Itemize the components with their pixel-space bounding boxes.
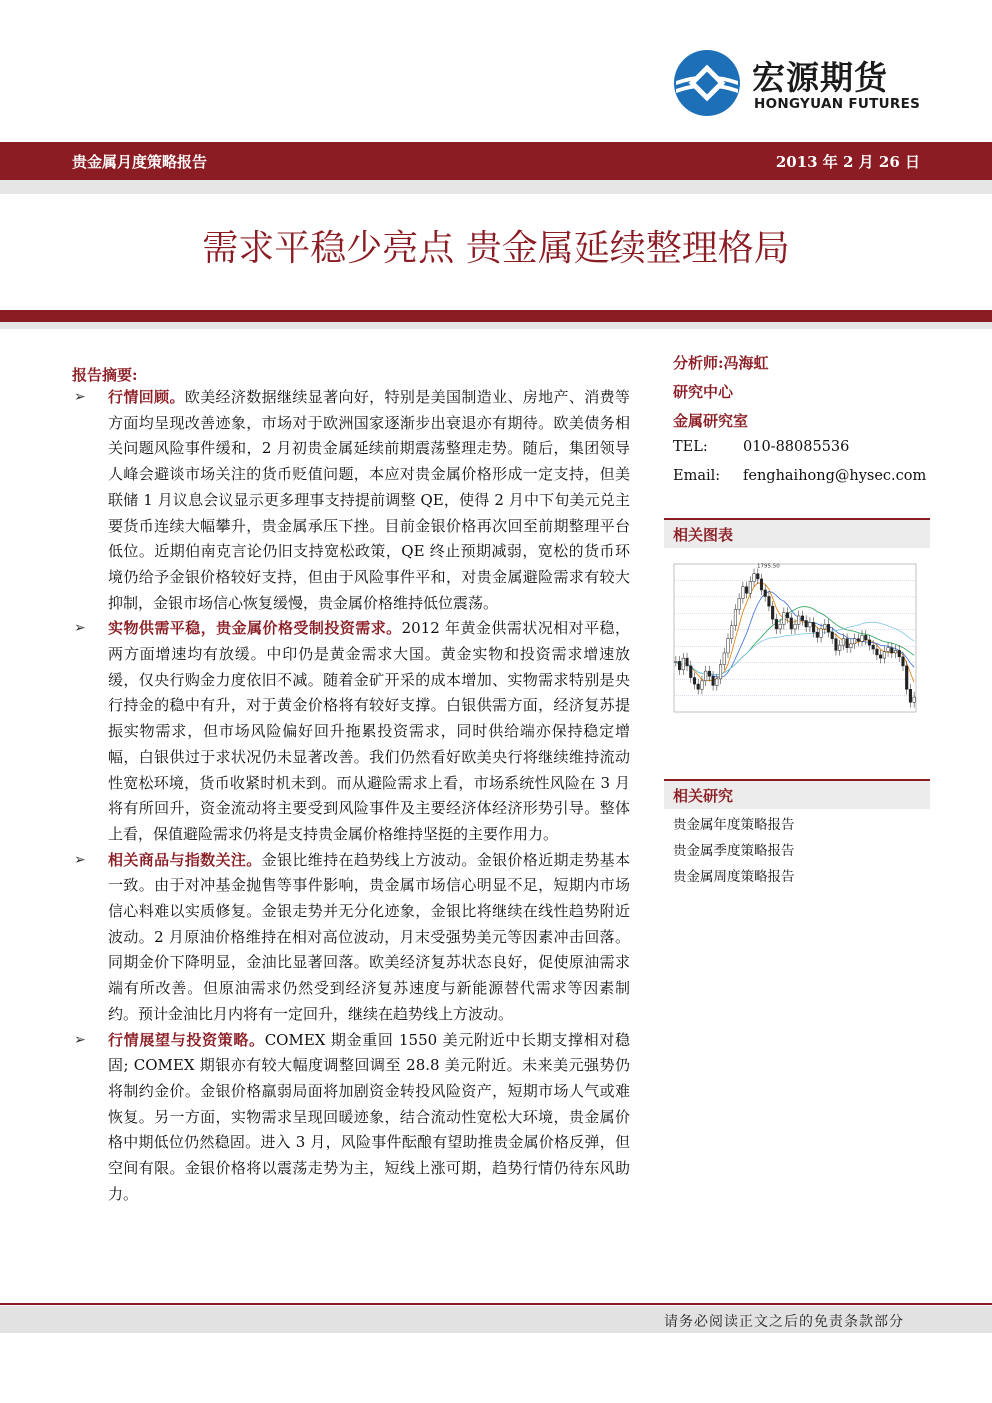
summary-heading: 报告摘要: [72, 366, 138, 384]
summary-item-text: 欧美经济数据继续显著向好，特别是美国制造业、房地产、消费等方面均呈现改善迹象，市场对于欧洲国家逐渐步出衰退亦有期待。欧美债务相关问题风险事件缓和，2 月初贵金属延续前期震荡整理走势。随后，集团领导人峰会避谈市场关注的货币贬值问题，本应对贵金属价格形成一定支持，但美联储 1 月议息会议显示更多理事支持提前调整 QE，使得 2 月中下旬美元兑主要货币连续大幅攀升，贵金属承压下挫。目前金银价格再次回至前期整理平台低位。近期伯南克言论仍旧支持宽松政策，QE 终止预期减弱，宽松的货币环境仍给予金银价格较好支持，但由于风险事件平和，对贵金属避险需求有较大抑制，金银市场信心恢复缓慢，贵金属价格维持低位震荡。 [108, 388, 630, 612]
candle-body [891, 648, 894, 653]
summary-item-text: COMEX 期金重回 1550 美元附近中长期支撑相对稳固; COMEX 期银亦有较大幅度调整回调至 28.8 美元附近。未来美元强势仍将制约金价。金银价格羸弱局面将加剧资金转投风险资产，短期市场人气或难恢复。另一方面，实物需求呈现回暖迹象，结合流动性宽松大环境，贵金属价格中期低位仍然稳固。进入 3 月，风险事件酝酿有望助推贵金属价格反弹，但空间有限。金银价格将以震荡走势为主，短线上涨可期，趋势行情仍待东风助力。 [108, 1030, 630, 1203]
candle-body [779, 624, 782, 629]
candle-body [786, 613, 789, 618]
candle-body [708, 671, 711, 676]
candle-body [905, 666, 908, 689]
report-type: 贵金属月度策略报告 [72, 153, 208, 171]
summary-item [72, 616, 630, 847]
title-divider [0, 310, 992, 322]
candle-body [909, 689, 912, 702]
summary-item-text: 2012 年黄金供需状况相对平稳，两方面增速均有放缓。中印仍是黄金需求大国。黄金实物和投资需求增速放缓，仅央行购金力度依旧不减。随着金矿开采的成本增加、实物需求特别是央行持金的稳中有升，对于黄金价格将有较好支撑。白银供需方面，经济复苏提振实物需求，但市场风险偏好回升拖累投资需求，同时供给端亦保持稳定增幅，白银供过于求状况仍未显著改善。我们仍然看好欧美央行将继续维持流动性宽松环境，货币收紧时机未到。而从避险需求上看，市场系统性风险在 3 月将有所回升，资金流动将主要受到风险事件及主要经济体经济形势引导。整体上看，保值避险需求仍将是支持贵金属价格维持坚挺的主要作用力。 [108, 619, 630, 843]
analyst-name: 分析师:冯海虹 [673, 354, 769, 372]
candle-body [745, 587, 748, 593]
related-research-item[interactable]: 贵金属季度策略报告 [673, 843, 795, 859]
report-date: 2013 年 2 月 26 日 [775, 153, 920, 171]
candle-body [868, 640, 871, 645]
candle-body [693, 678, 696, 684]
candle-body [742, 587, 745, 599]
candle-body [716, 679, 719, 685]
candle-body [823, 624, 826, 629]
candle-body [783, 613, 786, 625]
candle-body [697, 684, 700, 689]
arrow-bullet-icon: ➢ [74, 389, 86, 405]
candle-body [794, 624, 797, 629]
footer-bar [0, 1306, 992, 1333]
arrow-bullet-icon: ➢ [74, 851, 86, 868]
candle-body [749, 582, 752, 594]
candle-body [879, 655, 882, 658]
chart-peak-label: 1795.50 [757, 563, 780, 570]
candle-body [678, 661, 681, 669]
candle-body [797, 616, 800, 624]
email-value[interactable]: fenghaihong@hysec.com [743, 468, 927, 484]
candle-body [756, 574, 759, 579]
candle-body [790, 618, 793, 629]
candle-body [727, 639, 730, 653]
footer-divider [0, 1303, 992, 1305]
candle-body [850, 644, 853, 648]
related-chart-header [664, 518, 930, 548]
candle-body [838, 645, 841, 650]
candle-body [801, 616, 804, 621]
company-logo [672, 48, 922, 120]
candle-body [689, 666, 692, 678]
candle-body [753, 574, 756, 582]
candle-body [704, 671, 707, 681]
candle-body [902, 657, 905, 666]
candle-body [835, 639, 838, 651]
candle-body [831, 632, 834, 638]
candle-body [887, 648, 890, 652]
logo-name-en: HONGYUAN FUTURES [754, 96, 921, 112]
tel-value: 010-88085536 [743, 439, 850, 455]
candle-body [730, 626, 733, 639]
candle-body [846, 639, 849, 648]
candle-body [876, 649, 879, 655]
candle-body [827, 624, 830, 632]
candle-body [894, 650, 897, 653]
email-label: Email: [673, 468, 721, 484]
summary-item-lead: 行情回顾。 [108, 388, 185, 406]
header-band-shadow [0, 180, 992, 194]
candle-body [812, 622, 815, 632]
report-title: 需求平稳少亮点 贵金属延续整理格局 [202, 228, 790, 269]
summary-item-lead: 实物供需平稳，贵金属价格受制投资需求。 [108, 619, 402, 638]
candle-body [723, 653, 726, 665]
chart-plot-area [674, 564, 916, 712]
candle-body [857, 639, 860, 642]
summary-item [72, 385, 630, 616]
analyst-team: 金属研究室 [673, 412, 749, 430]
candle-body [719, 665, 722, 679]
candle-body [913, 697, 916, 702]
candle-body [816, 632, 819, 637]
summary-item [72, 848, 630, 1028]
candle-body [764, 590, 767, 596]
summary-item-lead: 行情展望与投资策略。 [108, 1030, 265, 1049]
candle-body [842, 639, 845, 645]
related-research-header [664, 779, 930, 809]
candle-body [872, 645, 875, 649]
summary-item-lead: 相关商品与指数关注。 [108, 850, 262, 869]
candle-body [760, 579, 763, 590]
candle-body [768, 596, 771, 606]
candle-body [675, 661, 678, 662]
hongyuan-logo-icon [672, 48, 742, 118]
logo-name-cn: 宏源期货 [752, 58, 888, 97]
candle-body [775, 619, 778, 629]
arrow-bullet-icon: ➢ [74, 620, 86, 637]
candle-body [864, 635, 867, 640]
related-research-item[interactable]: 贵金属周度策略报告 [673, 869, 795, 885]
candle-body [701, 681, 704, 689]
candle-body [861, 635, 864, 641]
price-candlestick-chart [664, 552, 930, 720]
summary-item-text: 金银比维持在趋势线上方波动。金银价格近期走势基本一致。由于对冲基金抛售等事件影响，贵金属市场信心明显不足，短期内市场信心料难以实质修复。金银走势并无分化迹象，金银比将继续在线性趋势附近波动。2 月原油价格维持在相对高位波动，月末受强势美元等因素冲击回落。同期金价下降明显，金油比显著回落。欧美经济复苏状态良好，促使原油需求端有所改善。但原油需求仍然受到经济复苏速度与新能源替代需求等因素制约。预计金油比月内将有一定回升，继续在趋势线上方波动。 [108, 850, 630, 1023]
candle-body [853, 639, 856, 644]
candle-body [805, 620, 808, 626]
candle-body [898, 650, 901, 656]
related-research-heading: 相关研究 [673, 787, 734, 805]
candle-body [883, 652, 886, 658]
title-divider-shadow [0, 322, 992, 329]
related-chart-heading: 相关图表 [673, 526, 734, 544]
tel-label: TEL: [673, 439, 708, 455]
candle-body [738, 598, 741, 609]
candle-body [771, 606, 774, 619]
candle-body [712, 676, 715, 685]
analyst-tel [673, 439, 850, 455]
footer-disclaimer: 请务必阅读正文之后的免责条款部分 [664, 1314, 904, 1330]
candle-body [682, 658, 685, 670]
summary-list [72, 385, 630, 1208]
arrow-bullet-icon: ➢ [74, 1031, 86, 1048]
summary-item [72, 1028, 630, 1208]
candle-body [809, 622, 812, 627]
candle-body [734, 609, 737, 625]
candle-body [820, 629, 823, 637]
analyst-email [673, 468, 927, 484]
related-research-item[interactable]: 贵金属年度策略报告 [673, 817, 795, 833]
analyst-dept: 研究中心 [673, 383, 734, 401]
candle-body [686, 658, 689, 666]
